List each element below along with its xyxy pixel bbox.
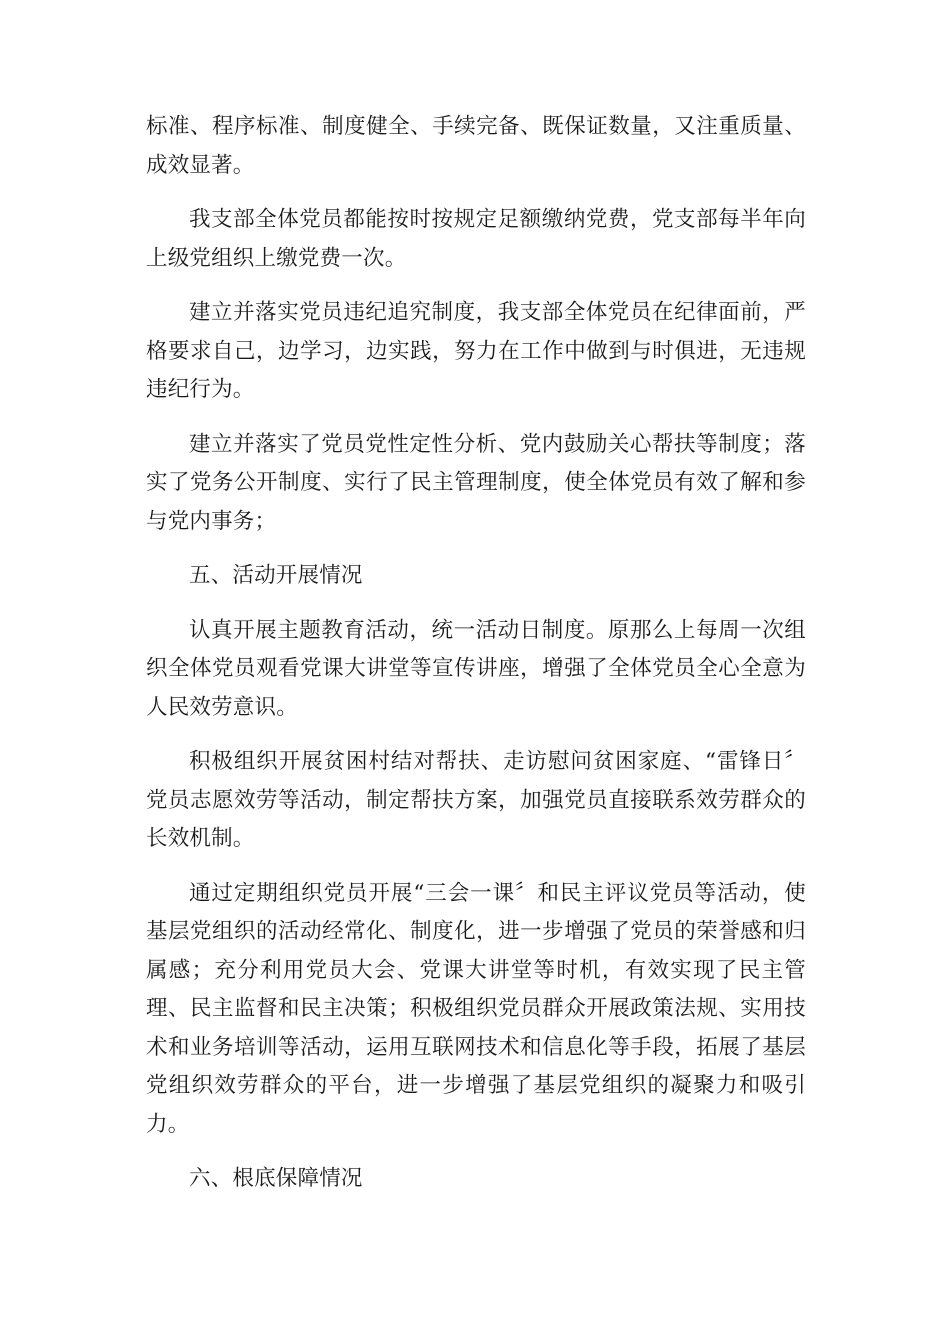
paragraph-party-dues: 我支部全体党员都能按时按规定足额缴纳党费，党支部每半年向上级党组织上缴党费一次。	[146, 207, 806, 271]
section-heading-basic-guarantee: 六、根底保障情况	[189, 1166, 363, 1191]
paragraph-discipline-system: 建立并落实党员违纪追究制度，我支部全体党员在纪律面前，严格要求自己，边学习，边实践，努力在工作中做到与时俱进，无违规违纪行为。	[146, 300, 806, 402]
paragraph-theme-education: 认真开展主题教育活动，统一活动日制度。原那么上每周一次组织全体党员观看党课大讲堂等宣传讲座，增强了全体党员全心全意为人民效劳意识。	[146, 617, 806, 720]
paragraph-poverty-assistance: 积极组织开展贫困村结对帮扶、走访慰问贫困家庭、“雷锋日〞党员志愿效劳等活动，制定帮扶方案，加强党员直接联系效劳群众的长效机制。	[146, 749, 806, 851]
paragraph-management-systems: 建立并落实了党员党性定性分析、党内鼓励关心帮扶等制度；落实了党务公开制度、实行了民主管理制度，使全体党员有效了解和参与党内事务；	[146, 431, 806, 534]
paragraph-regular-activities: 通过定期组织党员开展“三会一课〞和民主评议党员等活动，使基层党组织的活动经常化、制度化，进一步增强了党员的荣誉感和归属感；充分利用党员大会、党课大讲堂等时机，有效实现了民主管理、民主监督和民主决策；积极组织党员群众开展政策法规、实用技术和业务培训等活动，运用互联网技术和信息化等手段，拓展了基层党组织效劳群众的平台，进一步增强了基层党组织的凝聚力和吸引力。	[146, 880, 806, 1137]
section-heading-activities: 五、活动开展情况	[189, 563, 363, 588]
paragraph-standards-continuation: 标准、程序标准、制度健全、手续完备、既保证数量，又注重质量、成效显著。	[146, 114, 806, 178]
document-body	[146, 108, 806, 1215]
